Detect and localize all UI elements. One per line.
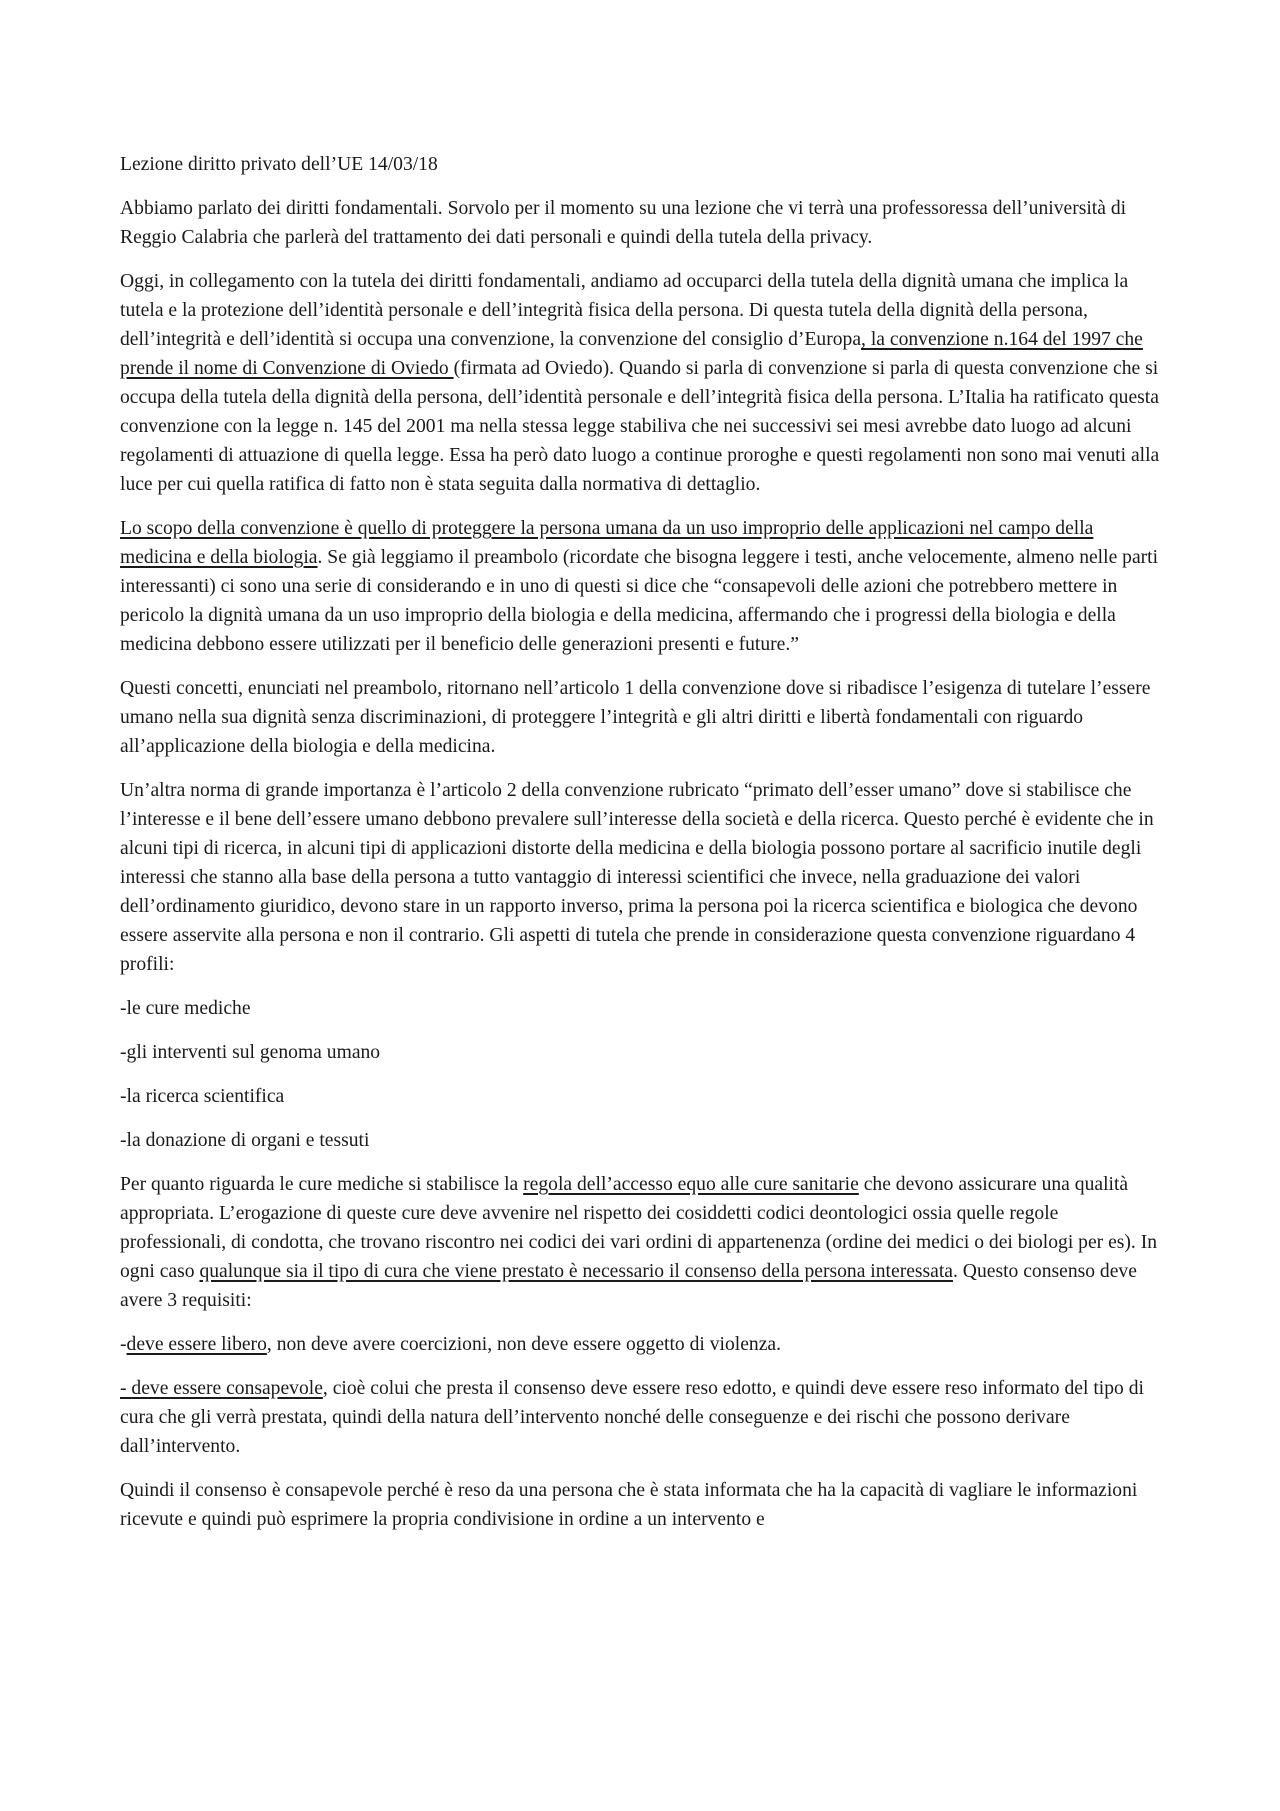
list-item: -gli interventi sul genoma umano xyxy=(120,1042,381,1063)
paragraph-scopo xyxy=(120,514,1160,659)
paragraph-oviedo xyxy=(120,267,1160,499)
paragraph-text: , cioè colui che presta il consenso deve essere reso edotto, e quindi deve essere reso informato del tipo di cura che gli verrà prestata, quindi della natura dell’intervento nonché delle conseguenze e dei rischi che possono derivare dall’intervento. xyxy=(120,1378,1144,1457)
underlined-text: qualunque sia il tipo di cura che viene prestato è necessario il consenso della persona interessata xyxy=(199,1261,953,1282)
document-title: Lezione diritto privato dell’UE 14/03/18 xyxy=(120,154,438,175)
paragraph-text: Oggi, in collegamento con la tutela dei diritti fondamentali, andiamo ad occuparci della tutela della dignità umana che implica la tutela e la protezione dell’identità personale e dell’integrità fisica della persona. Di questa tutela della dignità della persona, dell’integrità e dell’identità si occupa una convenzione, la convenzione del consiglio d’Europa xyxy=(120,271,1129,350)
list-item: -la ricerca scientifica xyxy=(120,1086,285,1107)
underlined-text: Lo scopo della convenzione è quello di proteggere la persona umana da un uso improprio delle applicazioni nel campo della medicina e della biologia xyxy=(120,518,1094,568)
paragraph-text: . Se già leggiamo il preambolo (ricordate che bisogna leggere i testi, anche velocemente, almeno nelle parti interessanti) ci sono una serie di considerando e in uno di questi si dice che “consapevoli delle azioni che potrebbero mettere in pericolo la dignità umana da un uso improprio della biologia e della medicina, affermando che i progressi della biologia e della medicina debbono essere utilizzati per il beneficio delle generazioni presenti e future.” xyxy=(120,547,1159,655)
paragraph-intro: Abbiamo parlato dei diritti fondamentali. Sorvolo per il momento su una lezione che vi terrà una professoressa dell’università di Reggio Calabria che parlerà del trattamento dei dati personali e quindi della tutela della privacy. xyxy=(120,198,1127,248)
paragraph-articolo-2: Un’altra norma di grande importanza è l’articolo 2 della convenzione rubricato “primato dell’esser umano” dove si stabilisce che l’interesse e il bene dell’essere umano debbono prevalere sull’interesse della società e della ricerca. Questo perché è evidente che in alcuni tipi di ricerca, in alcuni tipi di applicazioni distorte della medicina e della biologia possono portare al sacrificio inutile degli interessi che stanno alla base della persona a tutto vantaggio di interessi scientifici che invece, nella graduazione dei valori dell’ordinamento giuridico, devono stare in un rapporto inverso, prima la persona poi la ricerca scientifica e biologica che devono essere asservite alla persona e non il contrario. Gli aspetti di tutela che prende in considerazione questa convenzione riguardano 4 profili: xyxy=(120,780,1154,975)
paragraph-requisito-consapevole xyxy=(120,1374,1160,1461)
list-item: -le cure mediche xyxy=(120,998,251,1019)
paragraph-text: - xyxy=(120,1334,127,1355)
underlined-text: , la convenzione n.164 del 1997 che prende il nome di Convenzione di Oviedo xyxy=(120,329,1143,379)
underlined-text: regola dell’accesso equo alle cure sanitarie xyxy=(523,1174,859,1195)
document-page xyxy=(120,150,1160,1549)
paragraph-requisito-libero xyxy=(120,1330,1160,1359)
paragraph-text: . Questo consenso deve avere 3 requisiti: xyxy=(120,1261,1137,1311)
paragraph-text: Per quanto riguarda le cure mediche si stabilisce la xyxy=(120,1174,524,1195)
underlined-text: deve essere libero xyxy=(126,1334,267,1355)
paragraph-text: , non deve avere coercizioni, non deve essere oggetto di violenza. xyxy=(266,1334,782,1355)
paragraph-text: che devono assicurare una qualità appropriata. L’erogazione di queste cure deve avvenire nel rispetto dei cosiddetti codici deontologici ossia quelle regole professionali, di condotta, che trovano riscontro nei codici dei vari ordini di appartenenza (ordine dei medici o dei biologi per es). In ogni caso xyxy=(120,1174,1158,1282)
paragraph-articolo-1: Questi concetti, enunciati nel preambolo, ritornano nell’articolo 1 della convenzione dove si ribadisce l’esigenza di tutelare l’essere umano nella sua dignità senza discriminazioni, di proteggere l’integrità e gli altri diritti e libertà fondamentali con riguardo all’applicazione della biologia e della medicina. xyxy=(120,678,1151,757)
list-item: -la donazione di organi e tessuti xyxy=(120,1130,370,1151)
underlined-text: - deve essere consapevole xyxy=(120,1378,323,1399)
paragraph-consenso-consapevole: Quindi il consenso è consapevole perché è reso da una persona che è stata informata che ha la capacità di vagliare le informazioni ricevute e quindi può esprimere la propria condivisione in ordine a un intervento e xyxy=(120,1480,1138,1530)
paragraph-text: (firmata ad Oviedo). Quando si parla di convenzione si parla di questa convenzione che si occupa della tutela della dignità della persona, dell’identità personale e dell’integrità fisica della persona. L’Italia ha ratificato questa convenzione con la legge n. 145 del 2001 ma nella stessa legge stabiliva che nei successivi sei mesi avrebbe dato luogo ad alcuni regolamenti di attuazione di quella legge. Essa ha però dato luogo a continue proroghe e questi regolamenti non sono mai venuti alla luce per cui quella ratifica di fatto non è stata seguita dalla normativa di dettaglio. xyxy=(120,358,1160,495)
paragraph-cure-mediche xyxy=(120,1170,1160,1315)
